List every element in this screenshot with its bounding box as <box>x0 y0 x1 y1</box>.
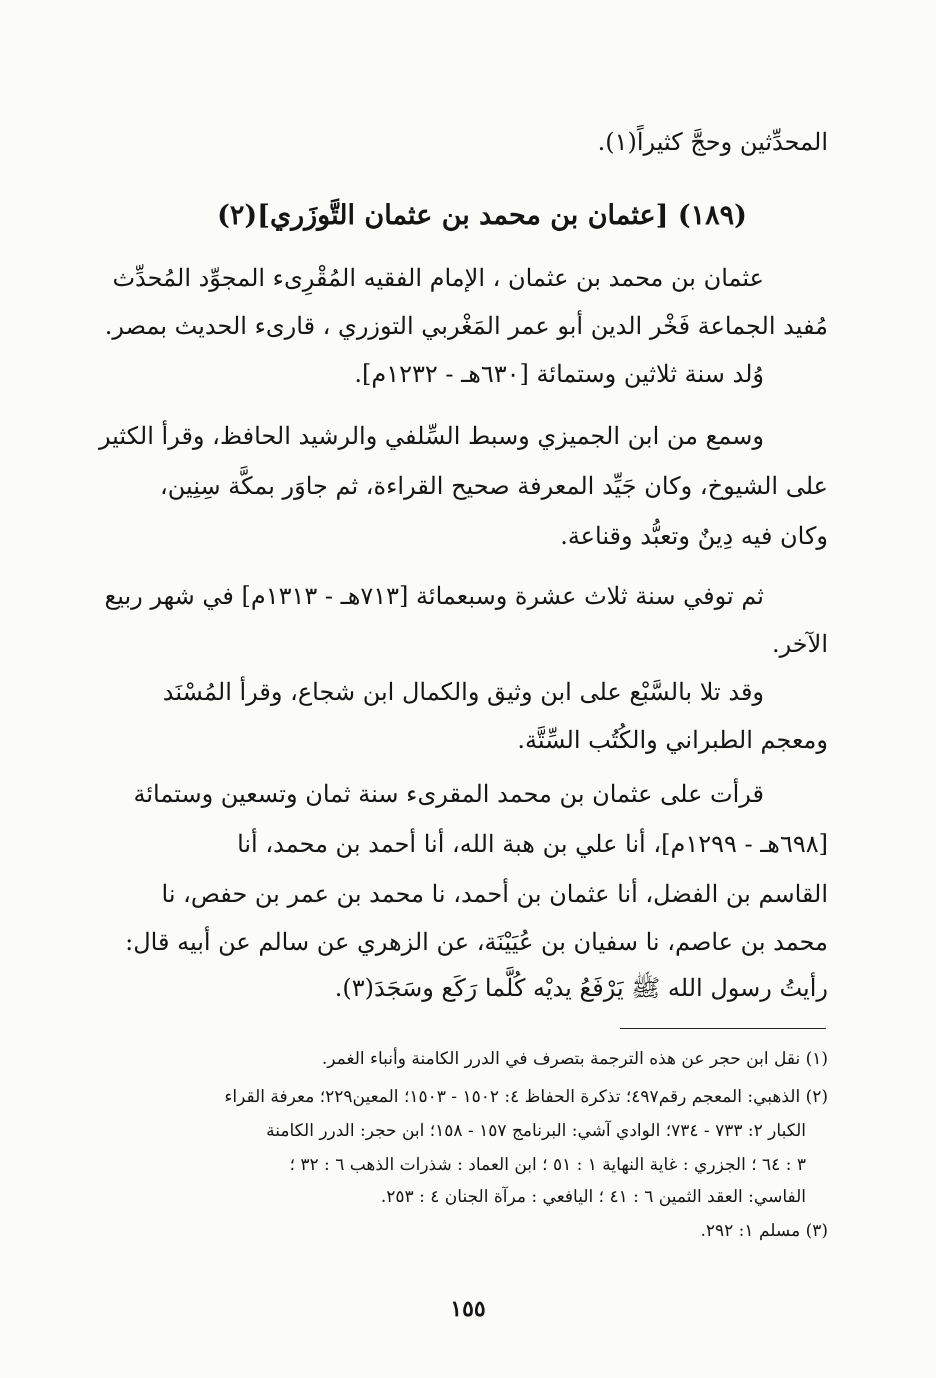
text-line: وقد تلا بالسَّبْع على ابن وثيق والكمال ابن شجاع، وقرأ المُسْنَد <box>162 678 764 706</box>
text-line: ومعجم الطبراني والكُتُب السِّتَّة. <box>517 726 828 754</box>
text-line: الآخر. <box>771 630 828 658</box>
footnote-separator <box>620 1028 826 1029</box>
page-number: ١٥٥ <box>450 1296 486 1322</box>
text-line: [٦٩٨هـ - ١٢٩٩م]، أنا علي بن هبة الله، أنا أحمد بن محمد، أنا <box>237 830 828 858</box>
text-line: عثمان بن محمد بن عثمان ، الإمام الفقيه المُقْرِىء المجوِّد المُحدِّث <box>112 264 764 292</box>
text-line: وُلد سنة ثلاثين وستمائة [٦٣٠هـ - ١٢٣٢م]. <box>354 360 764 388</box>
entry-heading: (١٨٩) [عثمان بن محمد بن عثمان التَّوزَري](٢) <box>217 200 747 231</box>
text-line: محمد بن عاصم، نا سفيان بن عُيَيْنَة، عن الزهري عن سالم عن أبيه قال: <box>125 928 828 956</box>
footnote-2-continued: الكبار ٢: ٧٣٣ - ٧٣٤؛ الوادي آشي: البرنامج ١٥٧ - ١٥٨؛ ابن حجر: الدرر الكامنة <box>266 1121 806 1141</box>
text-line: وسمع من ابن الجميزي وسبط السِّلفي والرشيد الحافظ، وقرأ الكثير <box>98 422 764 450</box>
footnote-2-continued: ٣ : ٦٤ ؛ الجزري : غاية النهاية ١ : ٥١ ؛ ابن العماد : شذرات الذهب ٦ : ٣٢ ؛ <box>289 1155 806 1175</box>
footnote-2: (٢) الذهبي: المعجم رقم٤٩٧؛ تذكرة الحفاظ ٤: ١٥٠٢ - ١٥٠٣؛ المعين٢٢٩؛ معرفة القراء <box>224 1087 828 1107</box>
footnote-3: (٣) مسلم ١: ٢٩٢. <box>700 1221 828 1241</box>
text-line: القاسم بن الفضل، أنا عثمان بن أحمد، نا محمد بن عمر بن حفص، نا <box>161 880 828 908</box>
text-line: المحدِّثين وحجَّ كثيراً(١). <box>597 128 828 156</box>
text-line: ثم توفي سنة ثلاث عشرة وسبعمائة [٧١٣هـ - ١٣١٣م] في شهر ربيع <box>104 582 764 610</box>
text-line: على الشيوخ، وكان جَيِّد المعرفة صحيح القراءة، ثم جاوَر بمكَّة سِنِين، <box>160 472 828 500</box>
text-line: مُفيد الجماعة فَخْر الدين أبو عمر المَغْربي التوزري ، قارىء الحديث بمصر. <box>104 312 828 340</box>
text-line: وكان فيه دِينٌ وتعبُّد وقناعة. <box>560 522 828 550</box>
footnote-2-continued: الفاسي: العقد الثمين ٦ : ٤١ ؛ اليافعي : مرآة الجنان ٤ : ٢٥٣. <box>380 1187 806 1207</box>
text-line: قرأت على عثمان بن محمد المقرىء سنة ثمان وتسعين وستمائة <box>133 780 764 808</box>
footnote-1: (١) نقل ابن حجر عن هذه الترجمة بتصرف في الدرر الكامنة وأنباء الغمر. <box>321 1049 828 1069</box>
text-line: رأيتُ رسول الله ﷺ يَرْفَعُ يديْه كُلَّما رَكَع وسَجَدَ(٣). <box>334 974 828 1002</box>
